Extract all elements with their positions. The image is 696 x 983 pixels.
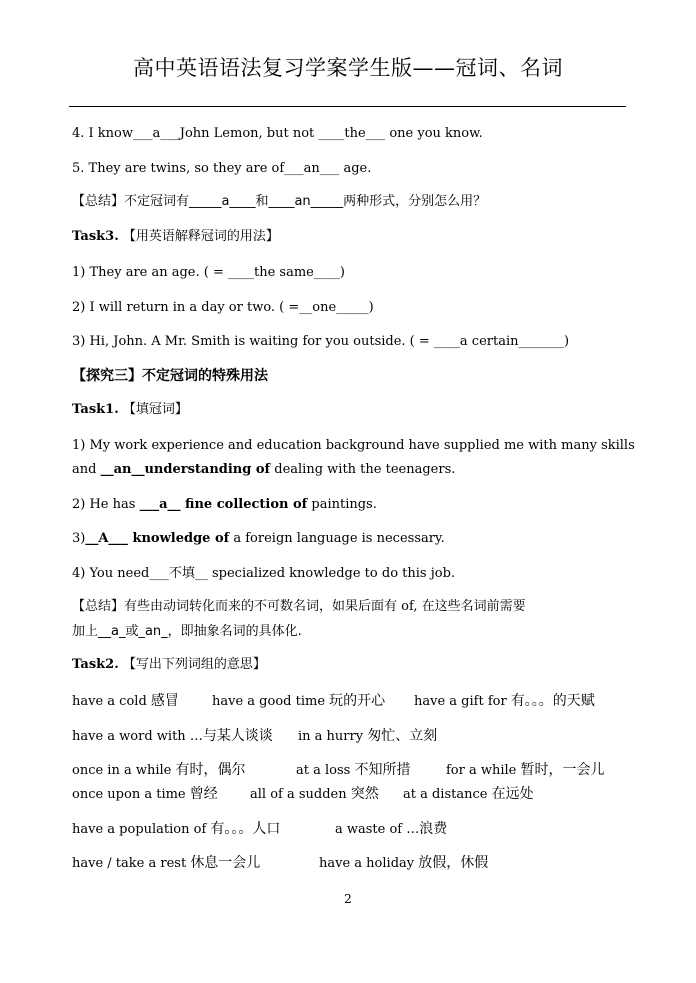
text: paintings. <box>307 497 377 512</box>
task1-item-4: 4) You need___不填__ specialized knowledge to do this job. <box>72 566 456 581</box>
phrase: have a word with … <box>72 729 203 744</box>
text: and <box>72 462 101 477</box>
task2-heading <box>72 657 266 673</box>
task1-item-3 <box>72 531 445 547</box>
section-3-heading: 【探究三】不定冠词的特殊用法 <box>72 368 268 384</box>
task1-item-1b <box>72 462 455 478</box>
page-title: 高中英语语法复习学案学生版——冠词、名词 <box>133 56 563 80</box>
phrase-row-3 <box>72 762 246 779</box>
task1-label: Task1. <box>72 402 119 417</box>
text: a foreign language is necessary. <box>229 531 445 546</box>
summary-1: 【总结】不定冠词有_____a____和____an_____两种形式，分别怎么用？ <box>72 194 487 209</box>
phrase-row-2b <box>298 728 437 745</box>
task1-instruction: 【填冠词】 <box>122 402 188 417</box>
header-rule <box>69 106 626 107</box>
item-5: 5. They are twins, so they are of___an___ age. <box>72 161 372 176</box>
phrase-row-1c <box>414 693 595 710</box>
meaning: 玩的开心 <box>329 693 386 709</box>
meaning: 有。。。人口 <box>210 821 281 837</box>
phrase: at a distance <box>403 787 492 802</box>
task3-label: Task3. <box>72 229 119 244</box>
text: of, <box>401 599 418 614</box>
task3-item-1: 1) They are an age. ( = ____the same____) <box>72 265 345 280</box>
phrase: once upon a time <box>72 787 190 802</box>
text: dealing with the teenagers. <box>270 462 456 477</box>
phrase: in a hurry <box>298 729 368 744</box>
phrase: a waste of … <box>335 822 420 837</box>
task3-item-3: 3) Hi, John. A Mr. Smith is waiting for you outside. ( = ____a certain_______) <box>72 334 570 349</box>
meaning: 感冒 <box>150 693 179 709</box>
meaning: 有时，偶尔 <box>175 762 246 778</box>
phrase: for a while <box>446 763 521 778</box>
phrase-row-1 <box>72 693 179 710</box>
meaning: 浪费 <box>419 821 448 837</box>
bold-phrase: ___a__ fine collection of <box>139 497 308 512</box>
task2-label: Task2. <box>72 657 119 672</box>
meaning: 暂时，一会儿 <box>520 762 605 778</box>
phrase-row-2 <box>72 728 273 745</box>
phrase: have a cold <box>72 694 151 709</box>
text: 在这些名词前需要 <box>417 599 526 614</box>
phrase-row-1b <box>212 693 385 710</box>
phrase-row-4 <box>72 786 218 803</box>
phrase: have / take a rest <box>72 856 191 871</box>
phrase: have a population of <box>72 822 211 837</box>
task1-item-2 <box>72 497 377 513</box>
summary-2b: 加上__a_或_an_，即抽象名词的具体化. <box>72 624 302 639</box>
item-4: 4. I know___a___John Lemon, but not ____the___ one you know. <box>72 126 483 141</box>
phrase: have a holiday <box>319 856 419 871</box>
text: 2) He has <box>72 497 140 512</box>
task2-instruction: 【写出下列词组的意思】 <box>122 657 266 672</box>
phrase: once in a while <box>72 763 176 778</box>
meaning: 放假，休假 <box>418 855 489 871</box>
phrase-row-3b <box>296 762 410 779</box>
summary-2a <box>72 599 526 615</box>
task3-heading <box>72 229 279 245</box>
phrase: have a gift for <box>414 694 511 709</box>
meaning: 匆忙、立刻 <box>367 728 438 744</box>
text: 【总结】有些由动词转化而来的不可数名词，如果后面有 <box>72 599 402 614</box>
phrase: at a loss <box>296 763 355 778</box>
phrase-row-6 <box>72 855 260 872</box>
meaning: 与某人谈谈 <box>202 728 273 744</box>
phrase: all of a sudden <box>250 787 351 802</box>
meaning: 曾经 <box>189 786 218 802</box>
meaning: 有。。。的天赋 <box>510 693 595 709</box>
meaning: 在远处 <box>491 786 534 802</box>
task1-heading <box>72 402 188 418</box>
task3-item-2: 2) I will return in a day or two. ( =__one_____) <box>72 300 374 315</box>
meaning: 突然 <box>350 786 379 802</box>
meaning: 休息一会儿 <box>190 855 261 871</box>
bold-phrase: __A___ knowledge of <box>85 531 230 546</box>
meaning: 不知所措 <box>354 762 411 778</box>
phrase-row-5b <box>335 821 447 838</box>
phrase: have a good time <box>212 694 330 709</box>
text: 3) <box>72 531 86 546</box>
phrase-row-6b <box>319 855 488 872</box>
task1-item-1a: 1) My work experience and education background have supplied me with many skills <box>72 438 635 453</box>
phrase-row-4b <box>250 786 379 803</box>
phrase-row-4c <box>403 786 534 803</box>
task3-instruction: 【用英语解释冠词的用法】 <box>122 229 279 244</box>
phrase-row-5 <box>72 821 280 838</box>
bold-phrase: __an__understanding of <box>100 462 271 477</box>
phrase-row-3c <box>446 762 605 779</box>
page-number: 2 <box>344 892 352 906</box>
